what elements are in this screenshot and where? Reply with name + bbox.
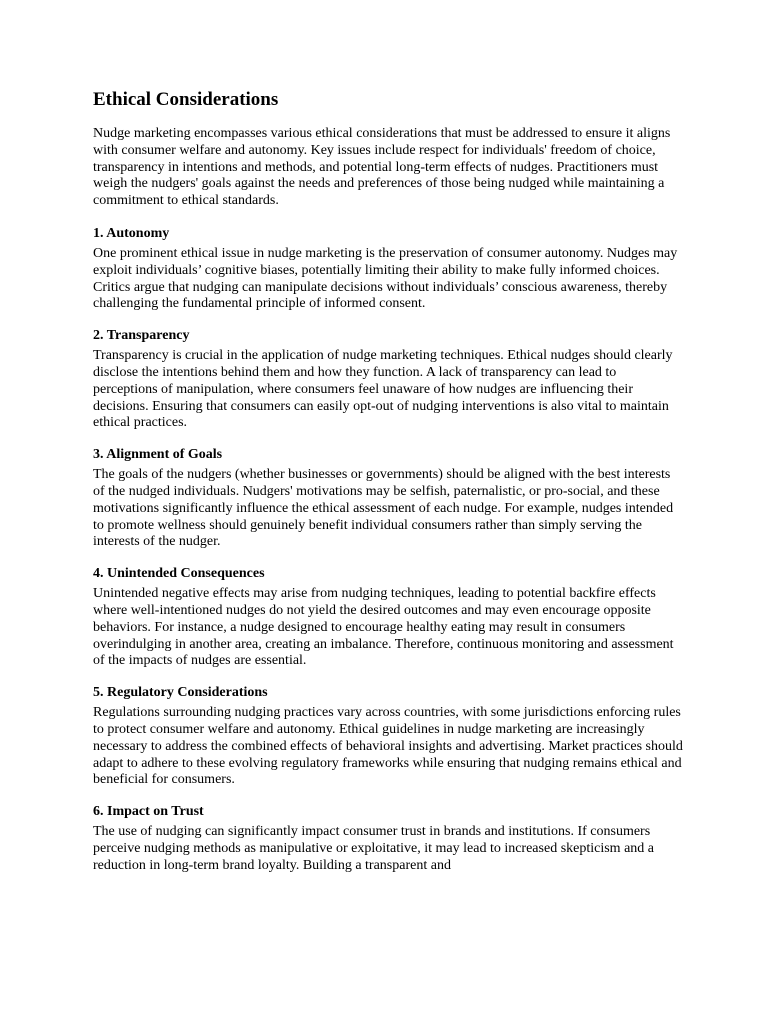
- section-unintended-consequences: [93, 565, 683, 670]
- section-body: Transparency is crucial in the application of nudge marketing techniques. Ethical nudges should clearly disclose the intentions behind them and how they function. A lack of transparency can lead to perceptions of manipulation, where consumers feel unaware of how nudges are influencing their decisions. Ensuring that consumers can easily opt-out of nudging interventions is also vital to maintain ethical practices.: [93, 348, 673, 431]
- intro-paragraph: Nudge marketing encompasses various ethical considerations that must be addressed to ensure it aligns with consumer welfare and autonomy. Key issues include respect for individuals' freedom of choice, transparency in intentions and methods, and potential long-term effects of nudges. Practitioners must weigh the nudgers' goals against the needs and preferences of those being nudged while maintaining a commitment to ethical standards.: [93, 126, 671, 209]
- section-transparency: [93, 327, 683, 432]
- section-autonomy: [93, 225, 683, 313]
- page-title: Ethical Considerations: [93, 89, 279, 110]
- section-regulatory-considerations: [93, 684, 683, 789]
- section-heading: 5. Regulatory Considerations: [93, 685, 268, 701]
- section-heading: 2. Transparency: [93, 328, 190, 344]
- section-heading: 1. Autonomy: [93, 225, 170, 241]
- section-alignment-of-goals: [93, 446, 683, 551]
- section-heading: 4. Unintended Consequences: [93, 566, 265, 582]
- section-body: Regulations surrounding nudging practices vary across countries, with some jurisdictions enforcing rules to protect consumer welfare and autonomy. Ethical guidelines in nudge marketing are increasingly necessary to address the combined effects of behavioral insights and advertising. Market practices should adapt to adhere to these evolving regulatory frameworks while ensuring that nudging remains ethical and beneficial for consumers.: [93, 705, 683, 788]
- section-heading: 3. Alignment of Goals: [93, 447, 223, 463]
- section-body: The goals of the nudgers (whether businesses or governments) should be aligned with the best interests of the nudged individuals. Nudgers' motivations may be selfish, paternalistic, or pro-social, and these motivations significantly influence the ethical assessment of each nudge. For example, nudges intended to promote wellness should genuinely benefit individual consumers rather than simply serving the interests of the nudger.: [93, 467, 674, 550]
- section-body: The use of nudging can significantly impact consumer trust in brands and institutions. If consumers perceive nudging methods as manipulative or exploitative, it may lead to increased skepticism and a reduction in long-term brand loyalty. Building a transparent and: [93, 824, 654, 873]
- section-body: One prominent ethical issue in nudge marketing is the preservation of consumer autonomy. Nudges may exploit individuals’ cognitive biases, potentially limiting their ability to make fully informed choices. Critics argue that nudging can manipulate decisions without individuals’ conscious awareness, thereby challenging the fundamental principle of informed consent.: [93, 245, 678, 312]
- document-page: [93, 88, 683, 889]
- section-heading: 6. Impact on Trust: [93, 804, 204, 820]
- section-impact-on-trust: [93, 803, 683, 874]
- section-body: Unintended negative effects may arise from nudging techniques, leading to potential backfire effects where well-intentioned nudges do not yield the desired outcomes and may even encourage opposite behaviors. For instance, a nudge designed to encourage healthy eating may result in consumers overindulging in another area, creating an imbalance. Therefore, continuous monitoring and assessment of the impacts of nudges are essential.: [93, 586, 674, 669]
